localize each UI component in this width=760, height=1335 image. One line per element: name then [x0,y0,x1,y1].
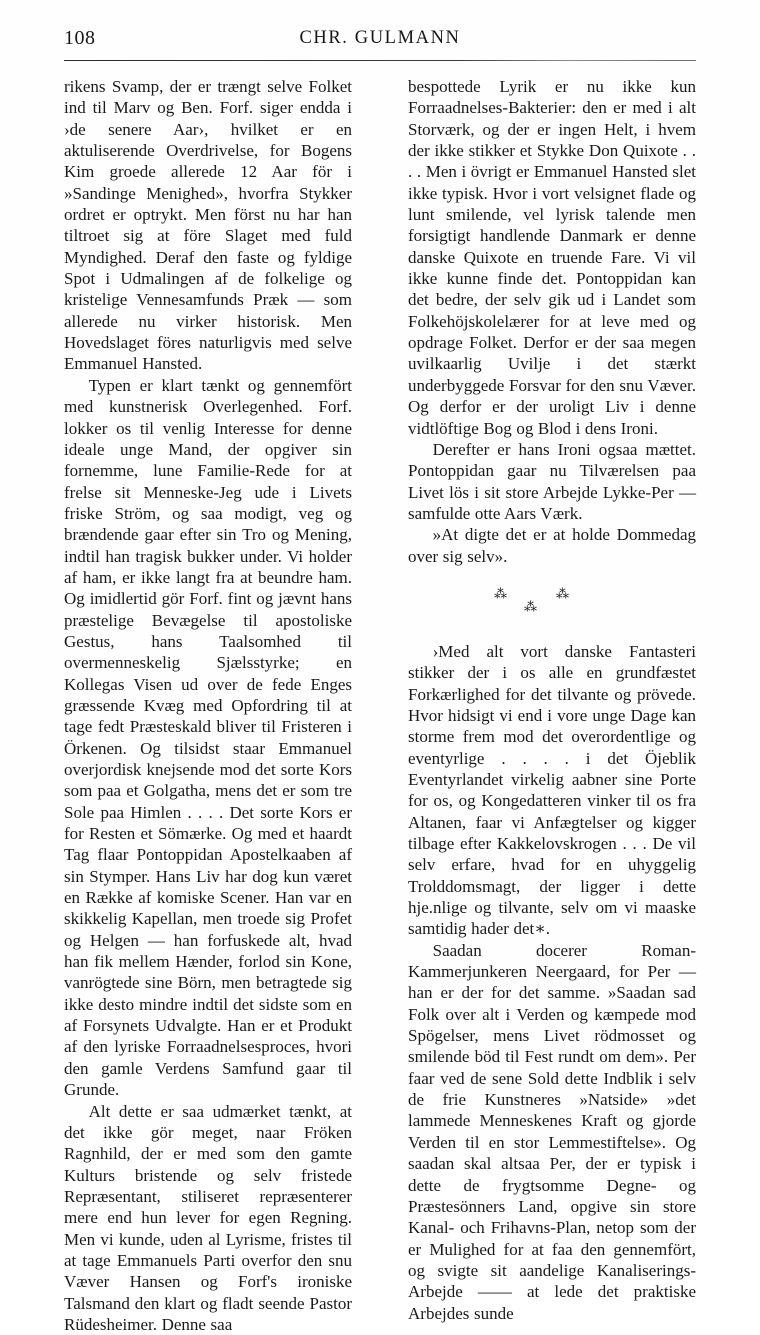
paragraph-carryover-text: Forf. siger endda i ›de senere Aar›, hvilket er en aktuliserende Overdrivelse, for Bogens Kim groede allerede 12 Aar för i »Sandinge Menighed», hvorfra Stykker ordret er optrykt. Men först nu har han tiltroet sig at före Slaget med fuld Myndighed. Deraf den faste og fyldige Spot i Udmalingen af de folkelige og kristelige Vennesamfunds Præk — som allerede nu virker historisk. Men Hovedslaget föres naturligvis med selve Emmanuel Hansted. [64,98,352,373]
asterism-separator [408,579,696,627]
italic-lead-in: rikens Svamp, der er trængt selve Folket ind til Marv og Ben. [64,77,352,117]
asterisk-icon-center: ⁂ [524,600,537,613]
paragraph-alt-dette: Alt dette er saa udmærket tænkt, at det ikke gör meget, naar Fröken Ragnhild, der er med som den gamte Kulturs bristende og selv fristede Repræsentant, stiliseret repræsenterer mere end hun lever for egen Regning. Men vi kunde, uden al Lyrisme, fristes til at tage Emmanuels Parti overfor den snu Væver Hansen og Forf's ironiske Talsmand den klart og fladt seende Pastor Rüdesheimer. Denne saa [64,1101,352,1335]
paragraph-at-digte: »At digte det er at holde Dommedag over sig selv». [408,524,696,567]
paragraph-bespottede: bespottede Lyrik er nu ikke kun Forraadnelses-Bakterier: den er med i alt Storværk, og der er ingen Helt, i hvem der ikke stikker et Stykke Don Quixote . . . . Men i övrigt er Emmanuel Hansted slet ikke typisk. Hvor i vort velsignet flade og lunt smilende, vel lyrisk talende men forsigtigt handlende Danmark er denne danske Quixote en truende Fare. Vi vil ikke kunne finde det. Pontoppidan kan det bedre, der selv gik ud i Landet som Folkehöjskolelærer for at leve med og opdrage Folket. Derfor er der saa megen uvilkaarlig Uvilje i det stærkt underbyggede Forsvar for den snu Væver. Og derfor er der uroligt Liv i denne vidtlöftige Bog og Blod i dens Ironi. [408,76,696,439]
asterisk-icon-left: ⁂ [494,587,507,600]
paragraph-typen: Typen er klart tænkt og gennemfört med kunstnerisk Overlegenhed. Forf. lokker os til venlig Interesse for denne ideale unge Mand, der opgiver sin fornemme, lune Familie-Rede for at frelse sit Menneske-Jeg ude i Livets friske Ström, og saa modigt, veg og brændende gaar efter sin Tro og Mening, indtil han tragisk bukker under. Vi holder af ham, er ikke langt fra at beundre ham. Og imidlertid gör Forf. fint og jævnt hans præstelige Bevægelse til apostoliske Gestus, hans Taalsomhed til overmenneskelig Sjælsstyrke; en Kollegas Visen ud over de fede Enges græssende Kvæg med Opfordring til at tage fedt Præsteskald bliver til Fristeren i Örkenen. Og tilsidst staar Emmanuel overjordisk knejsende mod det sorte Kors som paa et Golgatha, mens det er som tre Sole paa Himlen . . . . Det sorte Kors er for Resten et Sömærke. Og med et haardt Tag flaar Pontoppidan Apostelkaaben af sin Stymper. Hans Liv har dog kun været en Række af komiske Scener. Han var en skikkelig Kapellan, men troede sig Profet og Helgen — han forfuskede alt, hvad han fik mellem Hænder, forlod sin Kone, vanrögtede sine Börn, men betragtede sig ikke desto mindre indtil det sidste som en af Forsynets Udvalgte. Han er et Produkt af den lyriske Forraadnelsesproces, hvori den gamle Verdens Samfund gaar til Grunde. [64,375,352,1101]
column-left [64,76,352,1335]
running-title: CHR. GULMANN [64,28,696,49]
header-rule [64,60,696,61]
paragraph-med-alt: ›Med alt vort danske Fantasteri stikker der i os alle en grundfæstet Forkærlighed for det tilvante og prövede. Hvor hidsigt vi end i vore unge Dage kan storme frem mod det overordentlige og eventyrlige . . . . i det Öjeblik Eventyrlandet virkelig aabner sine Porte for os, og Kongedatteren vinker til os fra Altanen, faar vi Anfægtelser og kigger tilbage efter Kakkelovskrogen . . . De vil selv erfare, hvad for en uhyggelig Trolddomsmagt, der ligger i dette hje.nlige og tilvante, selv om vi maaske samtidig hader det∗. [408,641,696,940]
running-head [64,27,696,57]
paragraph-derefter: Derefter er hans Ironi ogsaa mættet. Pontoppidan gaar nu Tilværelsen paa Livet lös i sit store Arbejde Lykke-Per — samfulde otte Aars Værk. [408,439,696,524]
paragraph-carryover [64,76,352,375]
paragraph-saadan-docerer: Saadan docerer Roman-Kammerjunkeren Neergaard, for Per — han er der for det samme. »Saadan sad Folk over alt i Verden og kæmpede mod Spögelser, mens Livet rödmosset og smilende böd til Fest rundt om dem». Per faar ved de sene Sold dette Indblik i selv de frie Kunstneres »Natside» »det lammede Menneskenes Kraft og gjorde Verden til en stor Lemmestiftelse». Og saadan skal altsaa Per, der er typisk i dette de frygtsomme Degne- og Præstesönners Land, opgive sin store Kanal- och Frihavns-Plan, netop som der er Mulighed for at faa den gennemfört, og svigte sit aandelige Kanaliserings-Arbejde —— at lede det praktiske Arbejdes sunde [408,940,696,1324]
page-number: 108 [64,27,96,50]
column-right [408,76,696,1324]
asterisk-icon-right: ⁂ [556,587,569,600]
